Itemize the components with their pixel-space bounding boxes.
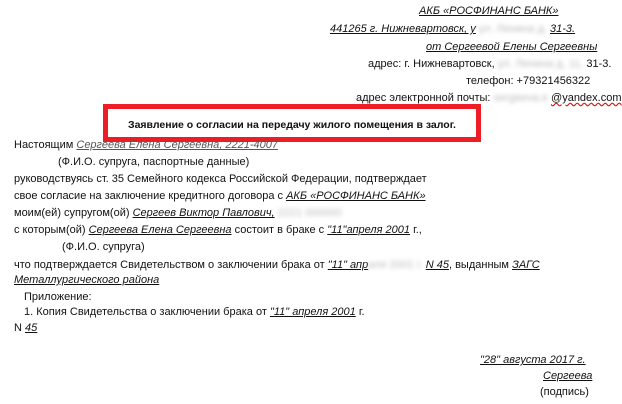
body-line-1-prefix: Настоящим [14, 139, 74, 151]
body-line-7: (Ф.И.О. супруга) [62, 241, 145, 253]
body-line-6-prefix: с которым(ой) [14, 224, 86, 236]
body-line-3: руководствуясь ст. 35 Семейного кодекса Российской Федерации, подтверждает [14, 173, 427, 185]
attachments-heading: Приложение: [24, 291, 92, 303]
spouse-wife-name: Сергеева Елена Сергеевна [88, 224, 232, 236]
attachment-number [14, 321, 37, 335]
email-domain: @yandex.com [551, 92, 622, 104]
attachment-1-suffix: г. [358, 306, 365, 318]
body-line-8-prefix: что подтверждается Свидетельством о заключении брака от [14, 259, 325, 271]
signature-label: (подпись) [540, 386, 589, 398]
spouse-husband-name: Сергеев Виктор Павлович, [132, 207, 275, 219]
applicant-from: от Сергеевой Елены Сергеевны [426, 41, 598, 53]
body-line-8 [14, 258, 540, 272]
attachment-number-value: 45 [25, 322, 38, 334]
applicant-address-label: адрес: г. Нижневартовск, [368, 58, 495, 70]
signature-date: "28" августа 2017 г. [480, 354, 586, 366]
zags-district: Металлургического района [14, 274, 160, 286]
body-line-5 [14, 206, 342, 220]
body-line-4-bank: АКБ «РОСФИНАНС БАНК» [286, 190, 426, 202]
attachment-1-prefix: 1. Копия Свидетельства о заключении брака от [24, 306, 267, 318]
body-line-1 [14, 138, 278, 152]
address-redacted: ул. Ленина д. [475, 23, 550, 35]
body-line-8-mid: , выданным [448, 259, 509, 271]
address-tail: 31-3. [550, 23, 576, 35]
body-line-6-mid: состоит в браке с [234, 224, 325, 236]
certificate-number: N 45 [425, 259, 449, 271]
email-label: адрес электронной почты: [356, 92, 491, 104]
body-line-6-suffix: г., [413, 224, 422, 236]
marriage-date: "11"апреля 2001 [327, 224, 410, 236]
attachment-1-date: "11" апреля 2001 [269, 306, 356, 318]
addressee-bank: АКБ «РОСФИНАНС БАНК» [419, 5, 559, 17]
signer-name: Сергеева [543, 370, 593, 382]
body-line-5-redacted: 2221 000000 [274, 207, 342, 219]
applicant-address [368, 57, 611, 71]
body-line-6 [14, 223, 422, 237]
certificate-date: "11" апр [327, 259, 369, 271]
spouse-passport: Сергеева Елена Сергеевна, 2221-4007 [76, 139, 278, 151]
body-line-8-redacted: еля 2001 г. [368, 259, 426, 271]
attachment-1 [24, 305, 365, 319]
body-line-2: (Ф.И.О. супруга, паспортные данные) [58, 156, 250, 168]
title-highlight-box [103, 104, 481, 142]
body-line-5-prefix: моим(ей) супругом(ой) [14, 207, 130, 219]
addressee-address [330, 22, 575, 36]
applicant-address-redacted: ул. Ленина д. 11, [494, 58, 587, 70]
attachment-number-prefix: N [14, 322, 22, 334]
body-line-4-prefix: свое согласие на заключение кредитного договора с [14, 190, 283, 202]
applicant-phone: телефон: +79321456322 [466, 75, 591, 87]
body-line-4 [14, 189, 426, 203]
address-prefix: 441265 г. Нижневартовск, у [330, 23, 476, 35]
applicant-email [356, 91, 622, 105]
email-redacted: sergeeva.e [490, 92, 552, 104]
document-title: Заявление о согласии на передачу жилого помещения в залог. [128, 119, 456, 131]
applicant-address-value: 31-3. [586, 58, 612, 70]
zags-label: ЗАГС [512, 259, 540, 271]
